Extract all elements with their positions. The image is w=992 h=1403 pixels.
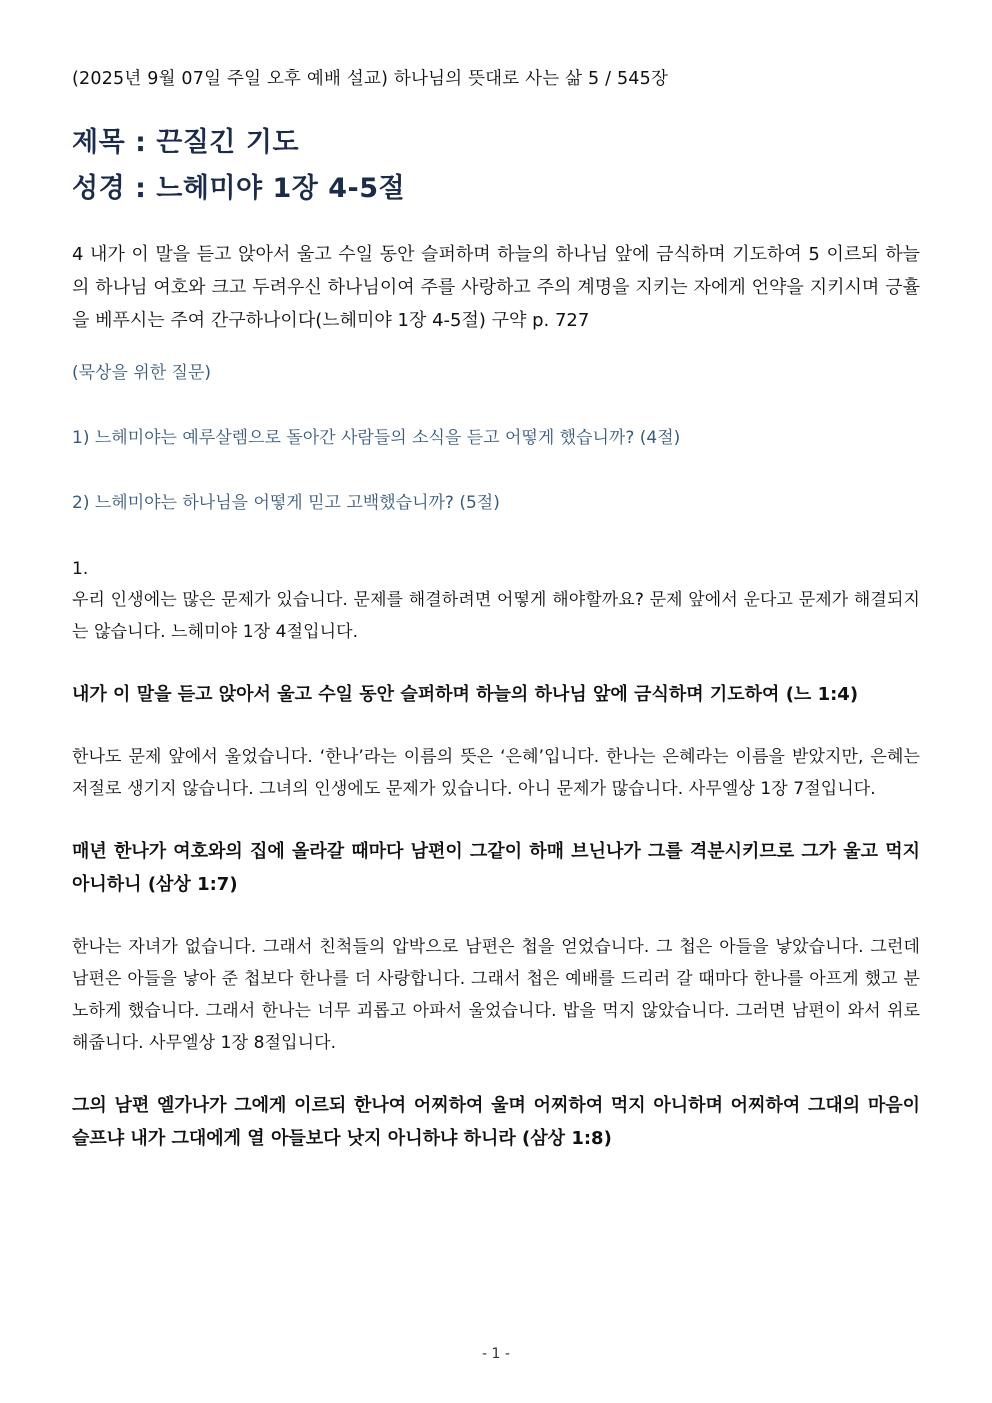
section-number: 1.: [72, 559, 89, 579]
body-paragraph: 한나는 자녀가 없습니다. 그래서 친척들의 압박으로 남편은 첩을 얻었습니다. 그 첩은 아들을 낳았습니다. 그런데 남편은 아들을 낳아 준 첩보다 한나를 더 사랑합니다. 그래서 첩은 예배를 드리러 갈 때마다 한나를 아프게 했고 분노하게 했습니다. 그래서 한나는 너무 괴롭고 아파서 울었습니다. 밥을 먹지 않았습니다. 그러면 남편이 와서 위로해줍니다. 사무엘상 1장 8절입니다.: [72, 937, 920, 1053]
page-number: - 1 -: [482, 1346, 510, 1362]
body-paragraph: 한나도 문제 앞에서 울었습니다. ‘한나’라는 이름의 뜻은 ‘은혜’입니다. 한나는 은혜라는 이름을 받았지만, 은혜는 저절로 생기지 않습니다. 그녀의 인생에도 문제가 있습니다. 아니 문제가 많습니다. 사무엘상 1장 7절입니다.: [72, 747, 920, 799]
meditation-question-1: 1) 느헤미야는 예루살렘으로 돌아간 사람들의 소식을 듣고 어떻게 했습니까? (4절): [72, 428, 681, 448]
quoted-verse: 그의 남편 엘가나가 그에게 이르되 한나여 어찌하여 울며 어찌하여 먹지 아니하며 어찌하여 그대의 마음이 슬프냐 내가 그대에게 열 아들보다 낫지 아니하냐 하니라 (삼상 1:8): [72, 1095, 920, 1149]
meditation-heading: (묵상을 위한 질문): [72, 363, 212, 383]
quoted-verse: 내가 이 말을 듣고 앉아서 울고 수일 동안 슬퍼하며 하늘의 하나님 앞에 금식하며 기도하여 (느 1:4): [72, 684, 859, 705]
title-block: [72, 120, 920, 212]
meditation-question-2: 2) 느헤미야는 하나님을 어떻게 믿고 고백했습니까? (5절): [72, 493, 500, 513]
sermon-header: (2025년 9월 07일 주일 오후 예배 설교) 하나님의 뜻대로 사는 삶 5 / 545장: [72, 69, 669, 89]
scripture-reference: 성경 : 느헤미야 1장 4-5절: [72, 173, 406, 204]
main-scripture-text: 4 내가 이 말을 듣고 앉아서 울고 수일 동안 슬퍼하며 하늘의 하나님 앞에 금식하며 기도하여 5 이르되 하늘의 하나님 여호와 크고 두려우신 하나님이여 주를 사랑하고 주의 계명을 지키는 자에게 언약을 지키시며 긍휼을 베푸시는 주여 간구하나이다(느헤미야 1장 4-5절) 구약 p. 727: [72, 244, 920, 331]
sermon-title: 제목 : 끈질긴 기도: [72, 127, 300, 158]
document-page: [72, 62, 920, 1185]
quoted-verse: 매년 한나가 여호와의 집에 올라갈 때마다 남편이 그같이 하매 브닌나가 그를 격분시키므로 그가 울고 먹지 아니하니 (삼상 1:7): [72, 841, 920, 895]
body-paragraph: 우리 인생에는 많은 문제가 있습니다. 문제를 해결하려면 어떻게 해야할까요? 문제 앞에서 운다고 문제가 해결되지는 않습니다. 느헤미야 1장 4절입니다.: [72, 590, 920, 642]
